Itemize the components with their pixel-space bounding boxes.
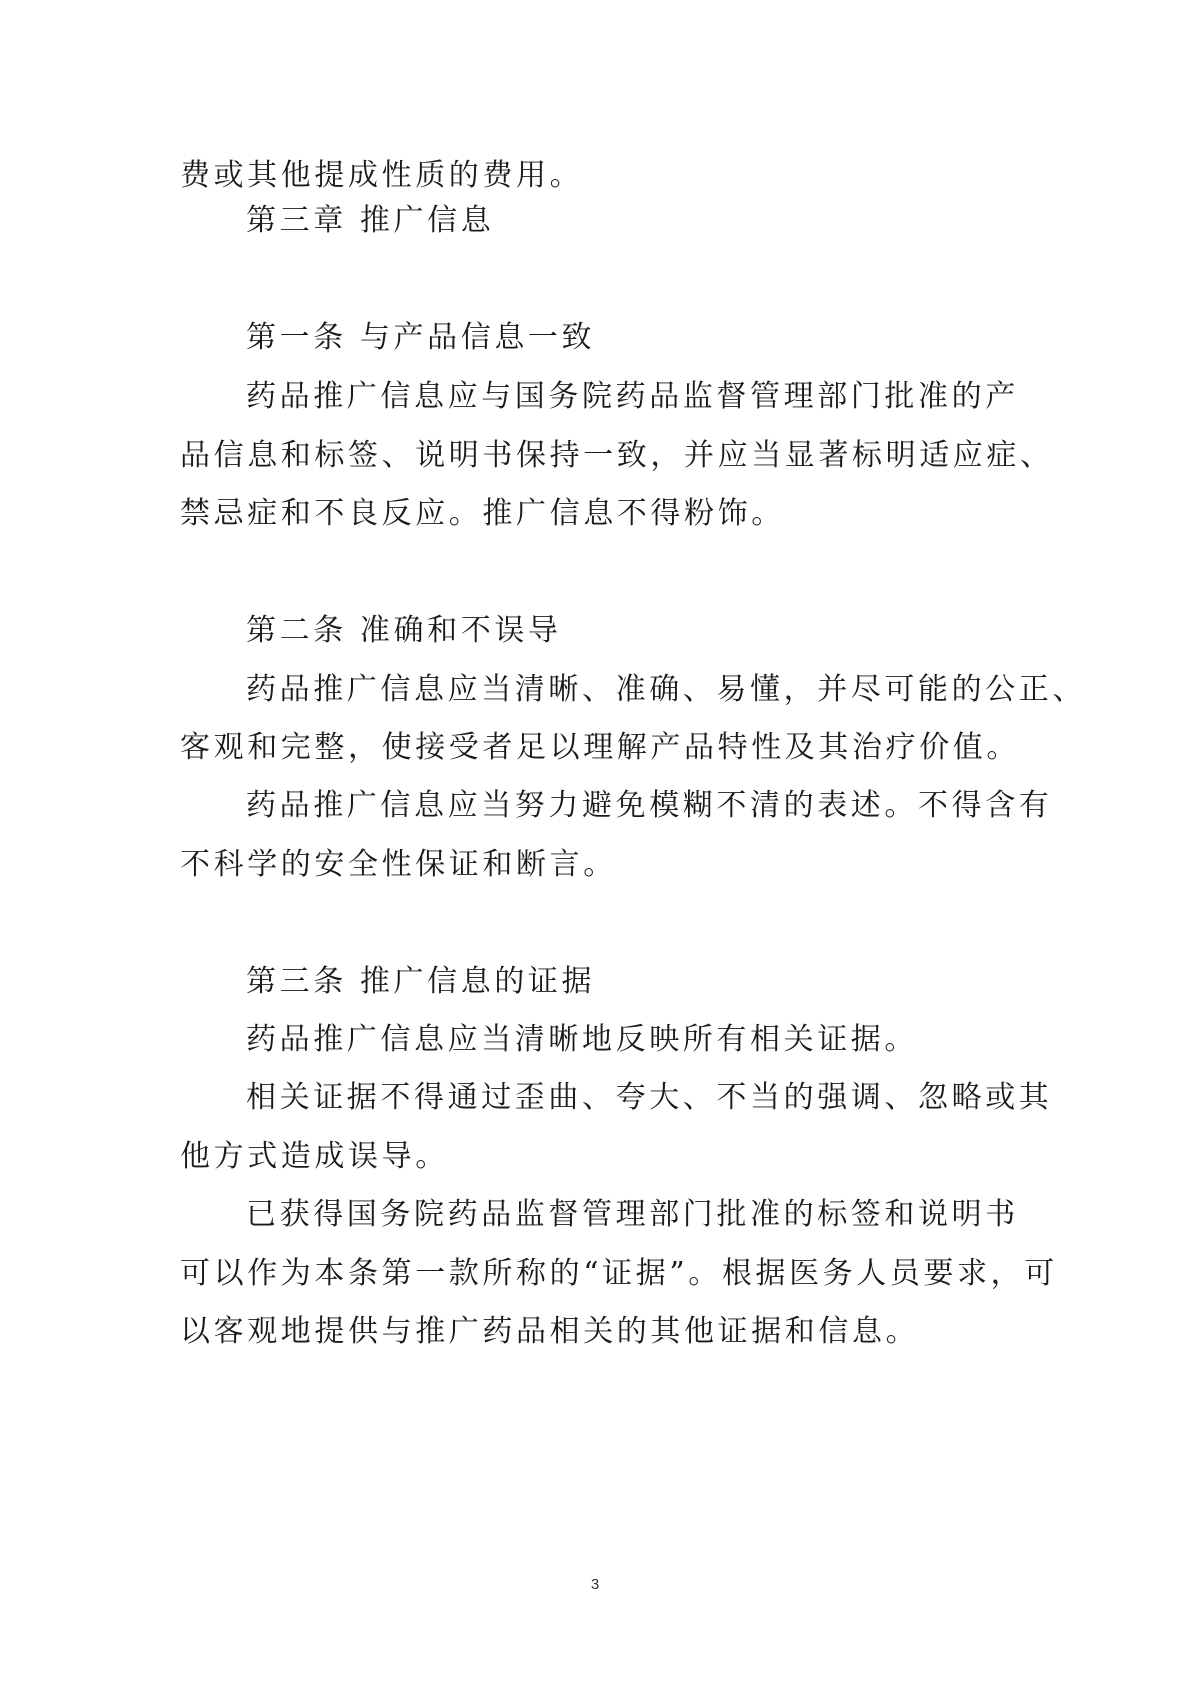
- article-3-paragraph-line: 可以作为本条第一款所称的“证据”。根据医务人员要求，可: [180, 1256, 1058, 1291]
- paragraph-continuation: 费或其他提成性质的费用。: [180, 158, 584, 193]
- article-2-paragraph-line: 药品推广信息应当清晰、准确、易懂，并尽可能的公正、: [246, 672, 1086, 707]
- article-1-paragraph-line: 禁忌症和不良反应。推广信息不得粉饰。: [180, 496, 785, 531]
- article-1-paragraph-line: 药品推广信息应与国务院药品监督管理部门批准的产: [246, 379, 1019, 414]
- article-heading-1: 第一条 与产品信息一致: [246, 320, 596, 355]
- article-2-paragraph-line: 客观和完整，使接受者足以理解产品特性及其治疗价值。: [180, 730, 1020, 765]
- article-3-paragraph-line: 以客观地提供与推广药品相关的其他证据和信息。: [180, 1314, 920, 1349]
- article-3-paragraph-line: 药品推广信息应当清晰地反映所有相关证据。: [246, 1022, 918, 1057]
- article-heading-3: 第三条 推广信息的证据: [246, 964, 596, 999]
- article-2-paragraph-line: 药品推广信息应当努力避免模糊不清的表述。不得含有: [246, 788, 1053, 823]
- chapter-heading: 第三章 推广信息: [246, 203, 495, 238]
- article-2-paragraph-line: 不科学的安全性保证和断言。: [180, 847, 617, 882]
- article-3-paragraph-line: 相关证据不得通过歪曲、夸大、不当的强调、忽略或其: [246, 1080, 1053, 1115]
- article-heading-2: 第二条 准确和不误导: [246, 613, 562, 648]
- article-3-paragraph-line: 已获得国务院药品监督管理部门批准的标签和说明书: [246, 1197, 1019, 1232]
- page-number: 3: [590, 1576, 600, 1593]
- article-3-paragraph-line: 他方式造成误导。: [180, 1139, 449, 1174]
- article-1-paragraph-line: 品信息和标签、说明书保持一致，并应当显著标明适应症、: [180, 438, 1054, 473]
